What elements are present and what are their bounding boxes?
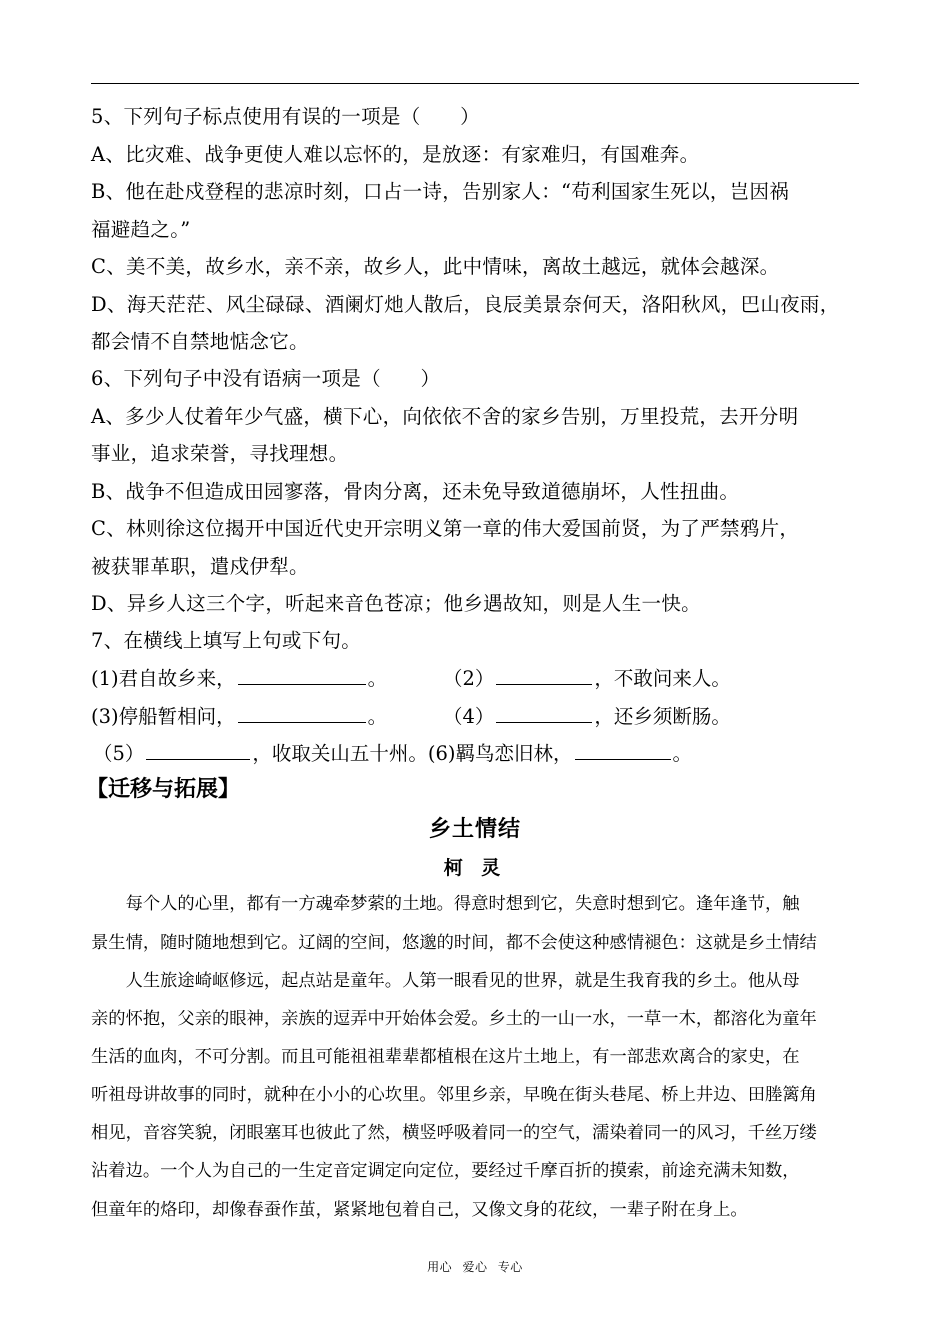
fill-2-suffix: ，不敢问来人。 — [594, 667, 731, 690]
question-6-option-a-line1: A、多少人仗着年少气盛，横下心，向依依不舍的家乡告别，万里投荒，去开分明 — [91, 404, 799, 428]
fill-4-number: （4） — [443, 705, 495, 728]
header-rule — [91, 83, 859, 84]
question-6-option-d: D、异乡人这三个字，听起来音色苍凉；他乡遇故知，则是人生一快。 — [91, 592, 701, 615]
article-line: 相见，音容笑貌，闭眼塞耳也彼此了然，横竖呼吸着同一的空气，濡染着同一的风习，千丝万缕 — [91, 1123, 817, 1143]
fill-6-blank[interactable] — [575, 737, 671, 760]
fill-6-end: 。 — [672, 742, 693, 765]
article-title: 乡土情结 — [428, 817, 521, 842]
fill-row-1-right — [443, 660, 731, 698]
article-author: 柯 灵 — [443, 857, 507, 879]
question-7-stem: 7、在横线上填写上句或下句。 — [91, 629, 362, 652]
question-5-stem: 5、下列句子标点使用有误的一项是（ ） — [91, 105, 480, 128]
question-5-option-b-line2: 福避趋之。” — [91, 217, 191, 241]
page-footer: 用心 爱心 专心 — [427, 1260, 523, 1274]
article-line: 但童年的烙印，却像春蚕作茧，紧紧地包着自己，又像文身的花纹，一辈子附在身上。 — [91, 1200, 748, 1220]
fill-3-blank[interactable] — [238, 700, 366, 723]
question-5-option-b-line1: B、他在赴戍登程的悲凉时刻，口占一诗，告别家人：“苟利国家生死以，岂因祸 — [91, 180, 790, 203]
fill-3-end: 。 — [367, 705, 388, 728]
question-6-stem: 6、下列句子中没有语病一项是（ ） — [91, 367, 441, 390]
fill-1-prompt: (1)君自故乡来， — [91, 667, 236, 690]
question-5-option-a: A、比灾难、战争更使人难以忘怀的，是放逐：有家难归，有国难奔。 — [91, 142, 700, 166]
article-line: 亲的怀抱，父亲的眼神，亲族的逗弄中开始体会爱。乡土的一山一水，一草一木，都溶化为童年 — [91, 1009, 817, 1029]
question-6 — [91, 360, 871, 623]
question-5-option-d-line1: D、海天茫茫、风尘碌碌、酒阑灯灺人散后，良辰美景奈何天，洛阳秋风，巴山夜雨， — [91, 292, 840, 316]
fill-1-end: 。 — [367, 667, 388, 690]
fill-5-number: （5） — [93, 742, 145, 765]
article-line: 听祖母讲故事的同时，就种在小小的心坎里。邻里乡亲，早晚在街头巷尾、桥上井边、田塍篱角 — [91, 1085, 817, 1105]
question-5-option-c: C、美不美，故乡水，亲不亲，故乡人，此中情味，离故土越远，就体会越深。 — [91, 255, 780, 278]
fill-1-blank[interactable] — [238, 662, 366, 685]
question-6-option-c-line2: 被获罪革职，遣戍伊犁。 — [91, 554, 309, 578]
fill-row-3 — [93, 735, 692, 773]
fill-4-suffix: ，还乡须断肠。 — [594, 705, 731, 728]
question-6-option-c-line1: C、林则徐这位揭开中国近代史开宗明义第一章的伟大爱国前贤，为了严禁鸦片， — [91, 517, 800, 540]
article-line: 每个人的心里，都有一方魂牵梦萦的土地。得意时想到它，失意时想到它。逢年逢节，触 — [91, 894, 800, 914]
question-5-option-d-line2: 都会情不自禁地惦念它。 — [91, 330, 309, 353]
section-title: 【迁移与拓展】 — [86, 777, 241, 802]
article-line: 景生情，随时随地想到它。辽阔的空间，悠邈的时间，都不会使这种感情褪色：这就是乡土情结 — [91, 933, 817, 953]
fill-3-prompt: (3)停船暂相问， — [91, 705, 236, 728]
fill-2-blank[interactable] — [496, 662, 592, 685]
question-6-option-b: B、战争不但造成田园寥落，骨肉分离，还未免导致道德崩坏，人性扭曲。 — [91, 479, 740, 503]
fill-4-blank[interactable] — [496, 700, 592, 723]
article-line: 生活的血肉，不可分割。而且可能祖祖辈辈都植根在这片土地上，有一部悲欢离合的家史，在 — [91, 1047, 800, 1067]
question-6-option-a-line2: 事业，追求荣誉，寻找理想。 — [91, 442, 349, 465]
article-line: 沾着边。一个人为自己的一生定音定调定向定位，要经过千摩百折的摸索，前途充满未知数， — [91, 1161, 800, 1181]
fill-row-1-left — [91, 660, 387, 698]
fill-row-2-right — [443, 698, 731, 736]
fill-5-suffix-and-6-prompt: ，收取关山五十州。(6)羁鸟恋旧林， — [252, 742, 573, 765]
article-line: 人生旅途崎岖修远，起点站是童年。人第一眼看见的世界，就是生我育我的乡土。他从母 — [91, 971, 800, 991]
fill-5-blank[interactable] — [146, 737, 250, 760]
question-5 — [91, 98, 871, 361]
fill-2-number: （2） — [443, 667, 495, 690]
fill-row-2-left — [91, 698, 387, 736]
question-7 — [91, 622, 871, 660]
